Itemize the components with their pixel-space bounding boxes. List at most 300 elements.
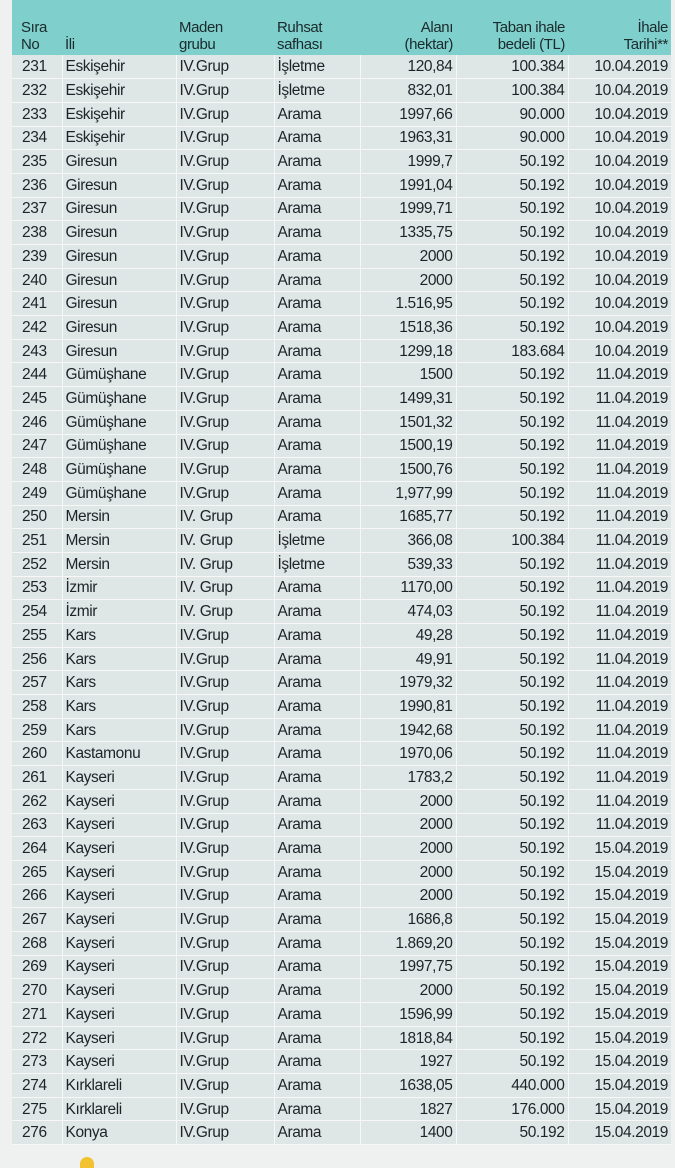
- cell-alani: 1979,32: [360, 671, 456, 695]
- cell-maden-grubu: IV.Grup: [176, 979, 274, 1003]
- cell-maden-grubu: IV.Grup: [176, 789, 274, 813]
- cell-ruhsat-safhasi: Arama: [274, 1003, 360, 1027]
- cell-alani: 1818,84: [360, 1026, 456, 1050]
- cell-taban-ihale-bedeli: 50.192: [456, 884, 568, 908]
- cell-taban-ihale-bedeli: 50.192: [456, 173, 568, 197]
- cell-il: Kayseri: [62, 1026, 176, 1050]
- cell-alani: 1299,18: [360, 339, 456, 363]
- cell-ihale-tarihi: 10.04.2019: [568, 292, 671, 316]
- cell-maden-grubu: IV.Grup: [176, 1097, 274, 1121]
- cell-taban-ihale-bedeli: 50.192: [456, 766, 568, 790]
- cell-maden-grubu: IV.Grup: [176, 1003, 274, 1027]
- cell-maden-grubu: IV.Grup: [176, 766, 274, 790]
- cell-taban-ihale-bedeli: 50.192: [456, 458, 568, 482]
- cell-sira-no: 237: [12, 197, 62, 221]
- cell-ihale-tarihi: 11.04.2019: [568, 742, 671, 766]
- cell-ihale-tarihi: 10.04.2019: [568, 268, 671, 292]
- cell-taban-ihale-bedeli: 50.192: [456, 955, 568, 979]
- table-row: [12, 1097, 671, 1121]
- cell-alani: 1,977,99: [360, 481, 456, 505]
- cell-alani: 366,08: [360, 529, 456, 553]
- cell-taban-ihale-bedeli: 440.000: [456, 1074, 568, 1098]
- table-header-row: [12, 0, 671, 55]
- cell-sira-no: 255: [12, 624, 62, 648]
- cell-ihale-tarihi: 11.04.2019: [568, 766, 671, 790]
- cell-alani: 1.869,20: [360, 931, 456, 955]
- cell-maden-grubu: IV.Grup: [176, 173, 274, 197]
- cell-taban-ihale-bedeli: 100.384: [456, 79, 568, 103]
- cell-ruhsat-safhasi: Arama: [274, 837, 360, 861]
- table-row: [12, 860, 671, 884]
- cell-il: Kayseri: [62, 1003, 176, 1027]
- cell-taban-ihale-bedeli: 100.384: [456, 55, 568, 79]
- cell-sira-no: 249: [12, 481, 62, 505]
- cell-il: Kırklareli: [62, 1097, 176, 1121]
- cell-il: Gümüşhane: [62, 434, 176, 458]
- cell-sira-no: 239: [12, 245, 62, 269]
- cell-il: Kayseri: [62, 1050, 176, 1074]
- cell-ruhsat-safhasi: Arama: [274, 576, 360, 600]
- cell-taban-ihale-bedeli: 50.192: [456, 316, 568, 340]
- cell-il: Giresun: [62, 173, 176, 197]
- cell-ihale-tarihi: 10.04.2019: [568, 173, 671, 197]
- cell-ruhsat-safhasi: Arama: [274, 292, 360, 316]
- cell-alani: 1970,06: [360, 742, 456, 766]
- cell-taban-ihale-bedeli: 50.192: [456, 789, 568, 813]
- cell-sira-no: 251: [12, 529, 62, 553]
- cell-ihale-tarihi: 10.04.2019: [568, 339, 671, 363]
- table-body: [12, 55, 671, 1145]
- cell-alani: 1927: [360, 1050, 456, 1074]
- cell-ruhsat-safhasi: İşletme: [274, 552, 360, 576]
- cell-sira-no: 270: [12, 979, 62, 1003]
- cell-ihale-tarihi: 10.04.2019: [568, 55, 671, 79]
- cell-il: Gümüşhane: [62, 481, 176, 505]
- cell-sira-no: 268: [12, 931, 62, 955]
- cell-sira-no: 248: [12, 458, 62, 482]
- cell-ruhsat-safhasi: Arama: [274, 458, 360, 482]
- cell-sira-no: 234: [12, 126, 62, 150]
- cell-taban-ihale-bedeli: 50.192: [456, 387, 568, 411]
- cell-maden-grubu: IV.Grup: [176, 837, 274, 861]
- cell-taban-ihale-bedeli: 90.000: [456, 126, 568, 150]
- cell-il: Kayseri: [62, 979, 176, 1003]
- cell-ruhsat-safhasi: Arama: [274, 1074, 360, 1098]
- cell-ruhsat-safhasi: Arama: [274, 624, 360, 648]
- cell-maden-grubu: IV.Grup: [176, 150, 274, 174]
- cell-il: Kayseri: [62, 813, 176, 837]
- cell-sira-no: 238: [12, 221, 62, 245]
- cell-sira-no: 250: [12, 505, 62, 529]
- cell-ihale-tarihi: 11.04.2019: [568, 387, 671, 411]
- cell-ruhsat-safhasi: Arama: [274, 245, 360, 269]
- cell-maden-grubu: IV.Grup: [176, 695, 274, 719]
- cell-ihale-tarihi: 15.04.2019: [568, 1121, 671, 1145]
- table-row: [12, 529, 671, 553]
- cell-alani: 49,28: [360, 624, 456, 648]
- cell-alani: 1991,04: [360, 173, 456, 197]
- cell-maden-grubu: IV. Grup: [176, 576, 274, 600]
- cell-maden-grubu: IV.Grup: [176, 813, 274, 837]
- cell-il: Giresun: [62, 316, 176, 340]
- cell-maden-grubu: IV.Grup: [176, 671, 274, 695]
- cell-alani: 1596,99: [360, 1003, 456, 1027]
- cell-ihale-tarihi: 10.04.2019: [568, 197, 671, 221]
- cell-ihale-tarihi: 11.04.2019: [568, 529, 671, 553]
- table-row: [12, 1026, 671, 1050]
- cell-alani: 1783,2: [360, 766, 456, 790]
- cell-ihale-tarihi: 15.04.2019: [568, 955, 671, 979]
- cell-alani: 49,91: [360, 647, 456, 671]
- table-row: [12, 316, 671, 340]
- cell-ihale-tarihi: 10.04.2019: [568, 316, 671, 340]
- cell-alani: 539,33: [360, 552, 456, 576]
- cell-taban-ihale-bedeli: 50.192: [456, 624, 568, 648]
- cell-ihale-tarihi: 15.04.2019: [568, 837, 671, 861]
- cell-alani: 2000: [360, 813, 456, 837]
- cell-ruhsat-safhasi: Arama: [274, 979, 360, 1003]
- cell-il: Kayseri: [62, 955, 176, 979]
- cell-sira-no: 272: [12, 1026, 62, 1050]
- cell-maden-grubu: IV. Grup: [176, 600, 274, 624]
- cell-sira-no: 274: [12, 1074, 62, 1098]
- table-row: [12, 363, 671, 387]
- cell-il: İzmir: [62, 600, 176, 624]
- cell-ruhsat-safhasi: Arama: [274, 363, 360, 387]
- cell-maden-grubu: IV.Grup: [176, 221, 274, 245]
- cell-il: Giresun: [62, 221, 176, 245]
- cell-il: Gümüşhane: [62, 458, 176, 482]
- table-row: [12, 197, 671, 221]
- cell-il: Kars: [62, 647, 176, 671]
- cell-ruhsat-safhasi: Arama: [274, 197, 360, 221]
- cell-il: Konya: [62, 1121, 176, 1145]
- cell-sira-no: 263: [12, 813, 62, 837]
- cell-ihale-tarihi: 10.04.2019: [568, 102, 671, 126]
- cell-maden-grubu: IV.Grup: [176, 955, 274, 979]
- cell-sira-no: 273: [12, 1050, 62, 1074]
- cell-il: Kastamonu: [62, 742, 176, 766]
- table-row: [12, 173, 671, 197]
- cell-il: Mersin: [62, 505, 176, 529]
- cell-taban-ihale-bedeli: 90.000: [456, 102, 568, 126]
- cell-ruhsat-safhasi: Arama: [274, 1097, 360, 1121]
- cell-taban-ihale-bedeli: 176.000: [456, 1097, 568, 1121]
- cell-sira-no: 236: [12, 173, 62, 197]
- cell-taban-ihale-bedeli: 50.192: [456, 860, 568, 884]
- table-row: [12, 102, 671, 126]
- cell-sira-no: 235: [12, 150, 62, 174]
- cell-ihale-tarihi: 10.04.2019: [568, 150, 671, 174]
- table-row: [12, 126, 671, 150]
- cell-ruhsat-safhasi: Arama: [274, 1050, 360, 1074]
- cell-ihale-tarihi: 15.04.2019: [568, 1026, 671, 1050]
- cell-taban-ihale-bedeli: 50.192: [456, 221, 568, 245]
- cell-taban-ihale-bedeli: 50.192: [456, 268, 568, 292]
- cell-maden-grubu: IV.Grup: [176, 126, 274, 150]
- cell-taban-ihale-bedeli: 50.192: [456, 718, 568, 742]
- cell-ihale-tarihi: 15.04.2019: [568, 1050, 671, 1074]
- cell-taban-ihale-bedeli: 50.192: [456, 1121, 568, 1145]
- cell-taban-ihale-bedeli: 50.192: [456, 363, 568, 387]
- cell-il: Giresun: [62, 150, 176, 174]
- cell-taban-ihale-bedeli: 50.192: [456, 576, 568, 600]
- cell-maden-grubu: IV.Grup: [176, 245, 274, 269]
- cell-ihale-tarihi: 15.04.2019: [568, 1097, 671, 1121]
- cell-taban-ihale-bedeli: 50.192: [456, 931, 568, 955]
- cell-ihale-tarihi: 15.04.2019: [568, 1003, 671, 1027]
- cell-il: Kars: [62, 671, 176, 695]
- cell-alani: 1500,19: [360, 434, 456, 458]
- cell-ruhsat-safhasi: Arama: [274, 789, 360, 813]
- cell-taban-ihale-bedeli: 50.192: [456, 481, 568, 505]
- cell-il: Kayseri: [62, 884, 176, 908]
- cell-sira-no: 231: [12, 55, 62, 79]
- header-sira-no: Sıra No: [12, 0, 62, 55]
- cell-alani: 1500,76: [360, 458, 456, 482]
- cell-sira-no: 267: [12, 908, 62, 932]
- cell-ihale-tarihi: 11.04.2019: [568, 552, 671, 576]
- cell-taban-ihale-bedeli: 50.192: [456, 837, 568, 861]
- cell-ihale-tarihi: 11.04.2019: [568, 481, 671, 505]
- cell-maden-grubu: IV.Grup: [176, 79, 274, 103]
- cell-ihale-tarihi: 11.04.2019: [568, 789, 671, 813]
- cell-ihale-tarihi: 10.04.2019: [568, 221, 671, 245]
- table-row: [12, 671, 671, 695]
- header-ruhsat-safhasi: Ruhsat safhası: [274, 0, 360, 55]
- cell-il: Kayseri: [62, 931, 176, 955]
- cell-sira-no: 261: [12, 766, 62, 790]
- table-row: [12, 292, 671, 316]
- cell-ruhsat-safhasi: Arama: [274, 339, 360, 363]
- cell-sira-no: 243: [12, 339, 62, 363]
- cell-alani: 1997,75: [360, 955, 456, 979]
- table-row: [12, 552, 671, 576]
- cell-alani: 832,01: [360, 79, 456, 103]
- cell-ihale-tarihi: 10.04.2019: [568, 245, 671, 269]
- cell-il: İzmir: [62, 576, 176, 600]
- cell-maden-grubu: IV.Grup: [176, 908, 274, 932]
- header-alani: Alanı (hektar): [360, 0, 456, 55]
- cell-alani: 1685,77: [360, 505, 456, 529]
- cell-il: Kars: [62, 624, 176, 648]
- cell-taban-ihale-bedeli: 50.192: [456, 695, 568, 719]
- table-row: [12, 718, 671, 742]
- cell-alani: 2000: [360, 979, 456, 1003]
- cell-ihale-tarihi: 15.04.2019: [568, 860, 671, 884]
- cell-sira-no: 275: [12, 1097, 62, 1121]
- cell-maden-grubu: IV.Grup: [176, 884, 274, 908]
- table-row: [12, 908, 671, 932]
- cell-alani: 1827: [360, 1097, 456, 1121]
- cell-ruhsat-safhasi: Arama: [274, 126, 360, 150]
- cell-alani: 1335,75: [360, 221, 456, 245]
- cell-ihale-tarihi: 11.04.2019: [568, 505, 671, 529]
- mining-tender-table: [12, 0, 671, 1145]
- table-row: [12, 695, 671, 719]
- table-row: [12, 387, 671, 411]
- cell-taban-ihale-bedeli: 50.192: [456, 434, 568, 458]
- cell-ruhsat-safhasi: İşletme: [274, 529, 360, 553]
- cell-ruhsat-safhasi: Arama: [274, 766, 360, 790]
- cell-maden-grubu: IV.Grup: [176, 647, 274, 671]
- cell-maden-grubu: IV.Grup: [176, 268, 274, 292]
- table-row: [12, 481, 671, 505]
- cell-taban-ihale-bedeli: 50.192: [456, 600, 568, 624]
- header-taban-ihale-bedeli: Taban ihale bedeli (TL): [456, 0, 568, 55]
- cell-alani: 1999,7: [360, 150, 456, 174]
- cell-sira-no: 266: [12, 884, 62, 908]
- cell-maden-grubu: IV.Grup: [176, 718, 274, 742]
- cell-alani: 1501,32: [360, 410, 456, 434]
- table-row: [12, 1074, 671, 1098]
- cell-sira-no: 254: [12, 600, 62, 624]
- cell-ruhsat-safhasi: Arama: [274, 955, 360, 979]
- table-row: [12, 1050, 671, 1074]
- cell-maden-grubu: IV.Grup: [176, 860, 274, 884]
- table-row: [12, 931, 671, 955]
- cell-maden-grubu: IV. Grup: [176, 552, 274, 576]
- cell-ruhsat-safhasi: Arama: [274, 600, 360, 624]
- cell-alani: 1170,00: [360, 576, 456, 600]
- cell-taban-ihale-bedeli: 50.192: [456, 552, 568, 576]
- cell-alani: 1400: [360, 1121, 456, 1145]
- header-maden-grubu: Maden grubu: [176, 0, 274, 55]
- table-row: [12, 339, 671, 363]
- table-row: [12, 79, 671, 103]
- table-row: [12, 955, 671, 979]
- cell-alani: 1499,31: [360, 387, 456, 411]
- cell-maden-grubu: IV.Grup: [176, 1121, 274, 1145]
- cell-ihale-tarihi: 11.04.2019: [568, 813, 671, 837]
- cell-ihale-tarihi: 11.04.2019: [568, 458, 671, 482]
- table-row: [12, 1121, 671, 1145]
- cell-maden-grubu: IV.Grup: [176, 742, 274, 766]
- cell-ihale-tarihi: 15.04.2019: [568, 979, 671, 1003]
- cell-maden-grubu: IV.Grup: [176, 197, 274, 221]
- cell-maden-grubu: IV.Grup: [176, 458, 274, 482]
- cell-ruhsat-safhasi: Arama: [274, 860, 360, 884]
- table-row: [12, 600, 671, 624]
- table-row: [12, 458, 671, 482]
- table-row: [12, 979, 671, 1003]
- cell-ruhsat-safhasi: Arama: [274, 268, 360, 292]
- cell-ruhsat-safhasi: Arama: [274, 695, 360, 719]
- cell-ruhsat-safhasi: Arama: [274, 316, 360, 340]
- cell-ihale-tarihi: 11.04.2019: [568, 647, 671, 671]
- cell-il: Kayseri: [62, 766, 176, 790]
- cell-sira-no: 244: [12, 363, 62, 387]
- cell-alani: 1518,36: [360, 316, 456, 340]
- cell-il: Kayseri: [62, 789, 176, 813]
- table-row: [12, 624, 671, 648]
- cell-alani: 120,84: [360, 55, 456, 79]
- cell-sira-no: 262: [12, 789, 62, 813]
- table-row: [12, 1003, 671, 1027]
- cell-ruhsat-safhasi: Arama: [274, 1026, 360, 1050]
- table-row: [12, 221, 671, 245]
- cell-sira-no: 233: [12, 102, 62, 126]
- cell-taban-ihale-bedeli: 50.192: [456, 979, 568, 1003]
- cell-sira-no: 252: [12, 552, 62, 576]
- cell-il: Giresun: [62, 268, 176, 292]
- cell-sira-no: 245: [12, 387, 62, 411]
- cell-ihale-tarihi: 10.04.2019: [568, 126, 671, 150]
- cell-ihale-tarihi: 11.04.2019: [568, 363, 671, 387]
- cell-taban-ihale-bedeli: 50.192: [456, 671, 568, 695]
- cell-ihale-tarihi: 15.04.2019: [568, 884, 671, 908]
- cell-ruhsat-safhasi: Arama: [274, 647, 360, 671]
- cell-alani: 1.516,95: [360, 292, 456, 316]
- table-row: [12, 647, 671, 671]
- cell-ihale-tarihi: 11.04.2019: [568, 624, 671, 648]
- cell-sira-no: 271: [12, 1003, 62, 1027]
- cell-alani: 1963,31: [360, 126, 456, 150]
- cell-taban-ihale-bedeli: 50.192: [456, 908, 568, 932]
- cell-alani: 1942,68: [360, 718, 456, 742]
- cell-sira-no: 276: [12, 1121, 62, 1145]
- table-row: [12, 789, 671, 813]
- cell-ruhsat-safhasi: Arama: [274, 387, 360, 411]
- cell-taban-ihale-bedeli: 50.192: [456, 1003, 568, 1027]
- cell-taban-ihale-bedeli: 50.192: [456, 150, 568, 174]
- cell-il: Gümüşhane: [62, 387, 176, 411]
- cell-ihale-tarihi: 11.04.2019: [568, 695, 671, 719]
- cell-maden-grubu: IV. Grup: [176, 529, 274, 553]
- table-row: [12, 55, 671, 79]
- cell-maden-grubu: IV.Grup: [176, 387, 274, 411]
- table-row: [12, 268, 671, 292]
- cell-maden-grubu: IV.Grup: [176, 1074, 274, 1098]
- cell-ihale-tarihi: 11.04.2019: [568, 718, 671, 742]
- cell-ruhsat-safhasi: Arama: [274, 410, 360, 434]
- cell-sira-no: 264: [12, 837, 62, 861]
- cell-ihale-tarihi: 15.04.2019: [568, 1074, 671, 1098]
- cell-maden-grubu: IV.Grup: [176, 481, 274, 505]
- cell-ruhsat-safhasi: Arama: [274, 718, 360, 742]
- cell-taban-ihale-bedeli: 183.684: [456, 339, 568, 363]
- table-row: [12, 742, 671, 766]
- cell-maden-grubu: IV.Grup: [176, 624, 274, 648]
- cell-maden-grubu: IV.Grup: [176, 410, 274, 434]
- cell-ruhsat-safhasi: Arama: [274, 884, 360, 908]
- cell-alani: 2000: [360, 245, 456, 269]
- cell-taban-ihale-bedeli: 50.192: [456, 410, 568, 434]
- table-row: [12, 884, 671, 908]
- cell-sira-no: 269: [12, 955, 62, 979]
- cell-sira-no: 242: [12, 316, 62, 340]
- cell-il: Eskişehir: [62, 126, 176, 150]
- cell-maden-grubu: IV.Grup: [176, 55, 274, 79]
- cell-alani: 474,03: [360, 600, 456, 624]
- cell-ruhsat-safhasi: Arama: [274, 505, 360, 529]
- cell-taban-ihale-bedeli: 50.192: [456, 813, 568, 837]
- cell-alani: 1999,71: [360, 197, 456, 221]
- table-row: [12, 837, 671, 861]
- cell-taban-ihale-bedeli: 50.192: [456, 742, 568, 766]
- cell-alani: 2000: [360, 789, 456, 813]
- cell-ruhsat-safhasi: Arama: [274, 102, 360, 126]
- cell-il: Eskişehir: [62, 55, 176, 79]
- cell-ruhsat-safhasi: Arama: [274, 481, 360, 505]
- cell-ruhsat-safhasi: İşletme: [274, 79, 360, 103]
- cell-ihale-tarihi: 15.04.2019: [568, 931, 671, 955]
- cell-maden-grubu: IV.Grup: [176, 316, 274, 340]
- cell-alani: 1638,05: [360, 1074, 456, 1098]
- table-row: [12, 576, 671, 600]
- cell-ruhsat-safhasi: Arama: [274, 434, 360, 458]
- cell-maden-grubu: IV.Grup: [176, 434, 274, 458]
